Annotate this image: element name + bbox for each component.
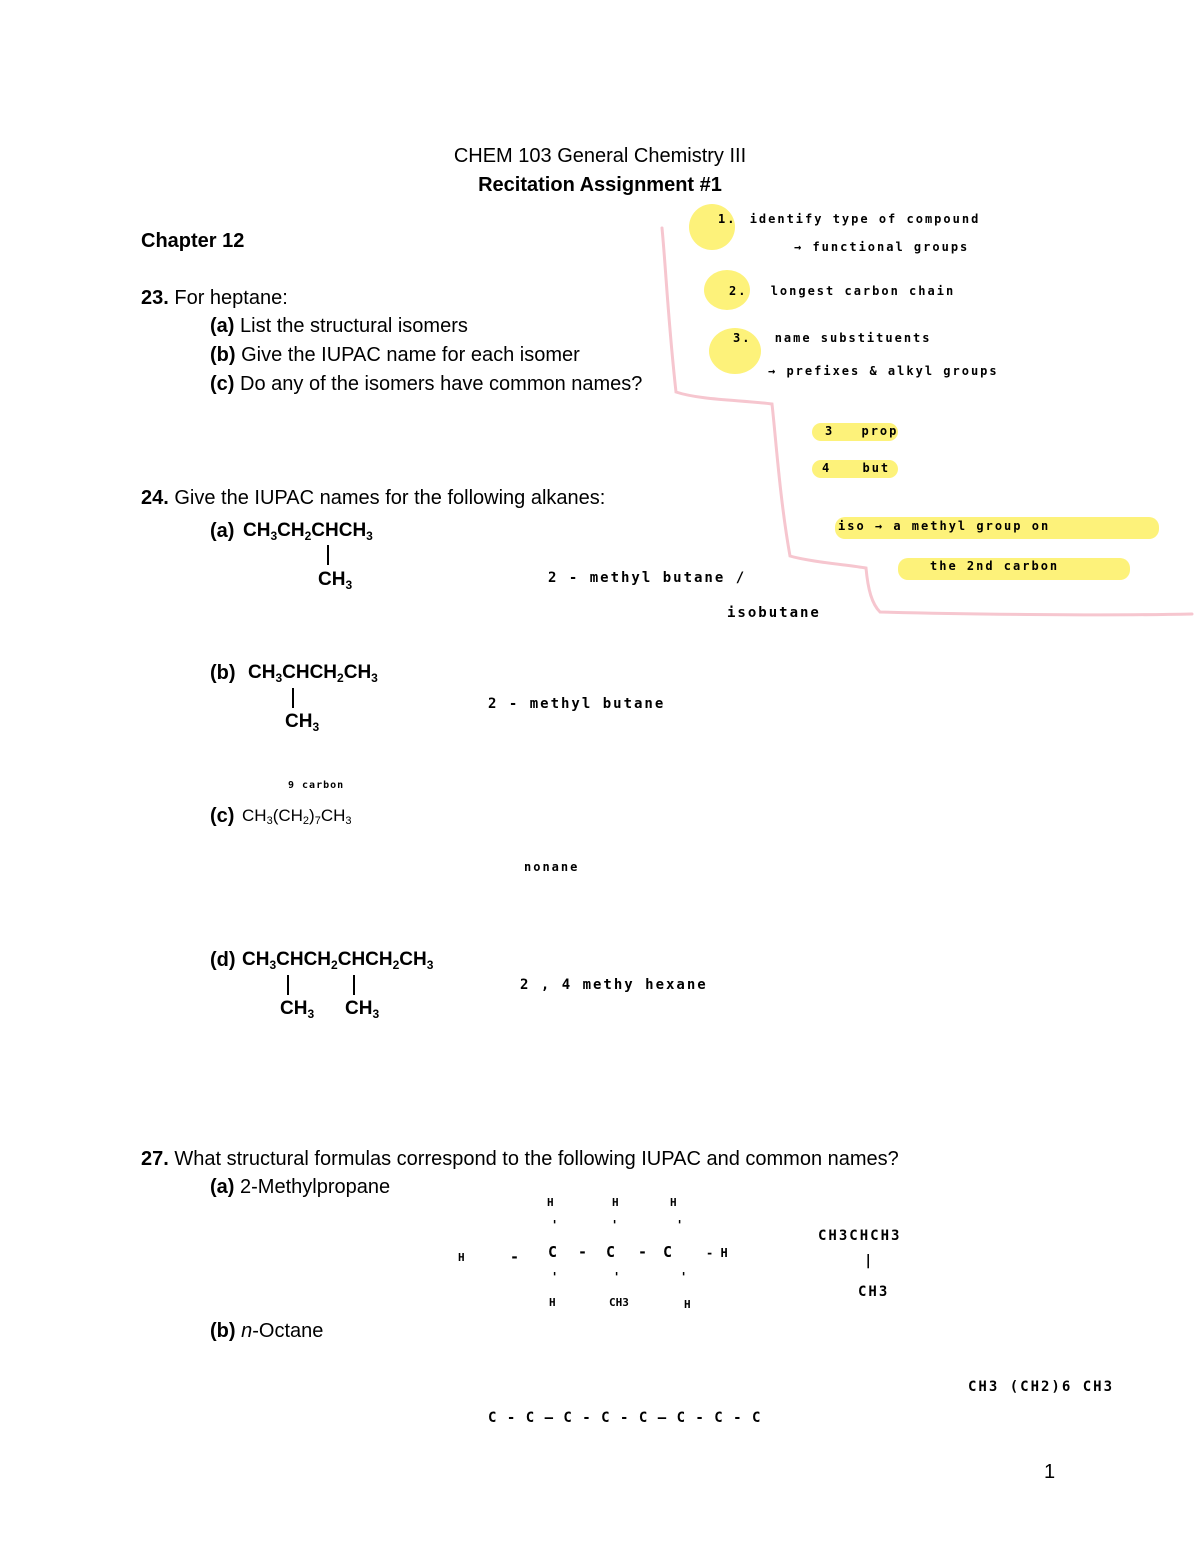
page-number: 1 bbox=[1044, 1461, 1056, 1483]
part-label: (b) bbox=[210, 344, 236, 366]
struct-c-1: C bbox=[548, 1243, 558, 1261]
q24-part-a-label bbox=[210, 517, 234, 545]
struct-h-bottom-3: H bbox=[684, 1298, 691, 1311]
word: prop bbox=[861, 424, 899, 438]
struct-bond: - bbox=[510, 1248, 520, 1266]
struct-h-top-2: H bbox=[612, 1196, 619, 1209]
q24-c-note: 9 carbon bbox=[288, 780, 345, 791]
note-iso-line2: the 2nd carbon bbox=[930, 559, 1060, 573]
q24-d-answer: 2 , 4 methy hexane bbox=[520, 977, 708, 993]
q27-part-b bbox=[210, 1317, 323, 1345]
note-step-1 bbox=[718, 212, 980, 226]
q24-c-answer: nonane bbox=[524, 860, 580, 874]
struct-tick: ' bbox=[611, 1218, 619, 1232]
q27-part-a bbox=[210, 1173, 390, 1201]
struct-ch3-bottom: CH3 bbox=[609, 1296, 629, 1309]
q27-b-condensed: CH3 (CH2)6 CH3 bbox=[968, 1379, 1115, 1395]
struct-tick: ' bbox=[680, 1270, 688, 1284]
part-label: (a) bbox=[210, 315, 235, 337]
q24-b-answer: 2 - methyl butane bbox=[488, 696, 666, 712]
question-prompt: For heptane: bbox=[174, 287, 288, 309]
n-prefix: n bbox=[241, 1320, 253, 1342]
note-step-3 bbox=[733, 331, 932, 345]
part-text: List the structural isomers bbox=[240, 315, 468, 337]
q24-a-branch: $CH_3$ bbox=[318, 569, 353, 592]
q24-b-formula: $CH_3CHCH_2CH_3$ bbox=[248, 662, 378, 685]
q24-d-formula: $CH_3CHCH_2CHCH_2CH_3$ bbox=[242, 949, 434, 972]
q24-c-formula: $CH_3(CH_2)_7CH_3$ bbox=[242, 806, 352, 827]
part-label: (d) bbox=[210, 949, 236, 971]
q27-a-condensed-bar: | bbox=[864, 1253, 875, 1269]
bond-line bbox=[287, 975, 289, 995]
part-label: (b) bbox=[210, 662, 236, 684]
note-step-1-sub: → functional groups bbox=[794, 240, 970, 254]
bond-line bbox=[353, 975, 355, 995]
step-number: 2. bbox=[729, 284, 748, 298]
q24-part-d-label bbox=[210, 946, 236, 974]
document-title: CHEM 103 General Chemistry III bbox=[453, 145, 747, 167]
part-label: (a) bbox=[210, 520, 235, 542]
struct-h-top-3: H bbox=[670, 1196, 677, 1209]
step-text: identify type of compound bbox=[749, 212, 981, 226]
struct-bond: - bbox=[578, 1243, 588, 1261]
struct-c-2: C bbox=[606, 1243, 616, 1261]
number: 3 bbox=[825, 424, 835, 438]
note-3-prop bbox=[825, 424, 898, 438]
q24-a-answer: 2 - methyl butane / bbox=[548, 570, 747, 586]
chapter-heading: Chapter 12 bbox=[141, 230, 245, 252]
q24-d-branch-2: $CH_3$ bbox=[345, 998, 380, 1021]
note-4-but bbox=[822, 461, 890, 475]
part-label: (c) bbox=[210, 805, 235, 827]
part-text: Do any of the isomers have common names? bbox=[240, 373, 643, 395]
q27-a-condensed: CH3CHCH3 bbox=[818, 1228, 902, 1244]
question-number: 27. bbox=[141, 1148, 169, 1170]
q27-a-condensed-branch: CH3 bbox=[858, 1284, 890, 1300]
step-text: name substituents bbox=[774, 331, 932, 345]
part-text: Give the IUPAC name for each isomer bbox=[241, 344, 580, 366]
part-text: -Octane bbox=[252, 1320, 324, 1342]
document-subtitle: Recitation Assignment #1 bbox=[478, 174, 722, 196]
question-prompt: Give the IUPAC names for the following alkanes: bbox=[174, 487, 606, 509]
struct-h-top-1: H bbox=[547, 1196, 554, 1209]
struct-tick: ' bbox=[551, 1218, 559, 1232]
bond-line bbox=[327, 545, 329, 565]
struct-h-right: - H bbox=[706, 1246, 728, 1260]
step-1-highlight bbox=[689, 204, 735, 250]
question-24 bbox=[141, 484, 605, 512]
question-prompt: What structural formulas correspond to the following IUPAC and common names? bbox=[174, 1148, 899, 1170]
struct-c-3: C bbox=[663, 1243, 673, 1261]
struct-bond: - bbox=[638, 1243, 648, 1261]
bond-line bbox=[292, 688, 294, 708]
question-number: 23. bbox=[141, 287, 169, 309]
struct-h-left: H bbox=[458, 1251, 465, 1264]
struct-h-bottom-1: H bbox=[549, 1296, 556, 1309]
step-number: 1. bbox=[718, 212, 737, 226]
word: but bbox=[862, 461, 891, 475]
q24-d-branch-1: $CH_3$ bbox=[280, 998, 315, 1021]
part-text: 2-Methylpropane bbox=[240, 1176, 391, 1198]
q24-a-answer-common: isobutane bbox=[727, 605, 821, 621]
q24-a-formula: $CH_3CH_2CHCH_3$ bbox=[243, 520, 373, 543]
note-step-3-sub: → prefixes & alkyl groups bbox=[768, 364, 999, 378]
part-label: (a) bbox=[210, 1176, 235, 1198]
note-iso-line1: iso → a methyl group on bbox=[838, 519, 1051, 533]
q24-part-c-label bbox=[210, 802, 234, 830]
step-text: longest carbon chain bbox=[770, 284, 956, 298]
struct-tick: ' bbox=[676, 1218, 684, 1232]
q24-part-b-label bbox=[210, 659, 236, 687]
part-label: (c) bbox=[210, 373, 235, 395]
step-number: 3. bbox=[733, 331, 752, 345]
struct-tick: ' bbox=[551, 1270, 559, 1284]
question-number: 24. bbox=[141, 487, 169, 509]
question-27 bbox=[141, 1145, 899, 1173]
q27-b-carbon-chain: C - C — C - C - C — C - C - C bbox=[488, 1410, 762, 1426]
note-step-2 bbox=[729, 284, 955, 298]
q24-b-branch: $CH_3$ bbox=[285, 711, 320, 734]
number: 4 bbox=[822, 461, 832, 475]
part-label: (b) bbox=[210, 1320, 236, 1342]
struct-tick: ' bbox=[613, 1270, 621, 1284]
